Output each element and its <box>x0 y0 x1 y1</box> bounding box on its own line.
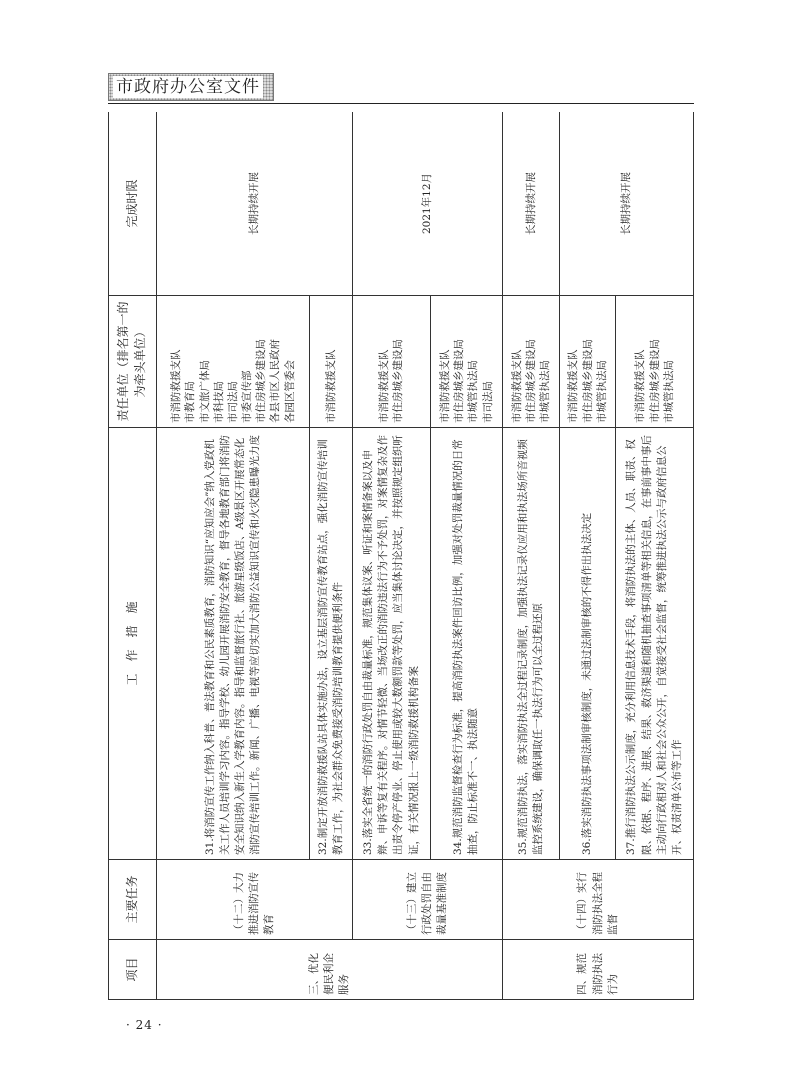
task-table-rotated <box>108 112 694 1000</box>
measure-cell: 37.推行消防执法公示制度，充分利用信息技术手段，将消防执法的主体、人员、职责、权限、依据、程序、进展、结果、救济渠道和随机抽查事项清单等相关信息，在事前事中事后主动向行政相对人和社会公众公开，自觉接受社会监督，统筹推进执法公示与政府信息公开、权责清单公布等工作 <box>616 428 694 860</box>
unit-item: 市消防救援支队 <box>325 349 338 423</box>
table-row <box>503 112 560 1000</box>
unit-item: 市科技局 <box>212 381 225 423</box>
unit-item: 市住房城乡建设局 <box>392 339 405 423</box>
task-cell: （十二）大力推进消防宣传教育 <box>156 860 352 940</box>
table-header-row <box>109 112 157 1000</box>
unit-item: 市消防救援支队 <box>439 349 452 423</box>
unit-item: 市城管执法局 <box>662 360 675 423</box>
unit-item: 市城管执法局 <box>467 360 480 423</box>
task-cell: （十三）建立行政处罚自由裁量基准制度 <box>353 860 503 940</box>
unit-item: 市住房城乡建设局 <box>581 339 594 423</box>
header-rule <box>108 103 694 104</box>
unit-cell <box>430 296 503 428</box>
unit-cell <box>616 296 694 428</box>
task-table <box>108 112 694 1000</box>
measure-cell: 32.制定开放消防救援队站具体实施办法，设立基层消防宣传教育站点，强化消防宣传培训教育工作，为社会群众免费接受消防培训教育提供便利条件 <box>310 428 353 860</box>
page-number: · 24 · <box>126 1018 163 1032</box>
deadline-cell: 长期持续开展 <box>503 112 560 296</box>
measure-cell: 33.落实全省统一的消防行政处罚自由裁量标准，规范集体议案、听证和案情备案以及申辩、申诉等复有关程序。对情节轻微、当场改正的消防违法行为不予处罚，对案情复杂及作出责令停产停业、停止使用或较大数额罚款等处罚，应当集体讨论决定，并按照规定组织听证，有关情况报上一级消防救援机构备案 <box>353 428 431 860</box>
unit-item: 市委宣传部 <box>241 370 254 423</box>
unit-item: 市文旅广体局 <box>198 360 211 423</box>
task-table-frame <box>108 112 694 1000</box>
unit-item: 市教育局 <box>184 381 197 423</box>
unit-cell <box>559 296 616 428</box>
header-project: 项目 <box>109 940 157 1000</box>
unit-item: 市司法局 <box>481 381 494 423</box>
measure-cell: 36.落实消防执法事项法制审核制度，未通过法制审核的不得作出执法决定 <box>559 428 616 860</box>
unit-item: 市消防救援支队 <box>170 349 183 423</box>
measure-cell: 35.规范消防执法，落实消防执法全过程记录制度，加强执法记录仪应用和执法场所音视频监控系统建设，确保调取任一执法行为可以全过程还原 <box>503 428 560 860</box>
unit-item: 市消防救援支队 <box>634 349 647 423</box>
unit-cell <box>156 296 310 428</box>
unit-item: 市司法局 <box>226 381 239 423</box>
table-row <box>353 112 431 1000</box>
unit-item: 市住房城乡建设局 <box>525 339 538 423</box>
unit-item: 市住房城乡建设局 <box>648 339 661 423</box>
project-cell: 三、优化便民利企服务 <box>156 940 503 1000</box>
deadline-cell: 长期持续开展 <box>156 112 352 296</box>
unit-cell <box>310 296 353 428</box>
document-banner <box>108 73 274 101</box>
unit-item: 市消防救援支队 <box>567 349 580 423</box>
table-row <box>156 112 310 1000</box>
banner-title: 市政府办公室文件 <box>113 76 263 98</box>
task-cell: （十四）实行消防执法全程监督 <box>503 860 694 940</box>
unit-item: 市住房城乡建设局 <box>255 339 268 423</box>
measure-cell: 34.规范消防监督检查行为标准，提高消防执法案件回访比例，加强对处罚裁量情况的日常抽查，防止标准不一、执法随意 <box>430 428 503 860</box>
project-cell: 四、规范消防执法行为 <box>503 940 694 1000</box>
header-measures: 工 作 措 施 <box>109 428 157 860</box>
unit-item: 市住房城乡建设局 <box>453 339 466 423</box>
deadline-cell: 长期持续开展 <box>559 112 693 296</box>
unit-item: 市城管执法局 <box>595 360 608 423</box>
unit-cell <box>353 296 431 428</box>
deadline-cell: 2021年12月 <box>353 112 503 296</box>
header-task: 主要任务 <box>109 860 157 940</box>
header-unit: 责任单位（排名第一的为牵头单位） <box>109 296 157 428</box>
unit-item: 市消防救援支队 <box>510 349 523 423</box>
header-deadline: 完成时限 <box>109 112 157 296</box>
measure-cell: 31.将消防宣传工作纳入科普、普法教育和公民素质教育，消防知识“应知应会”纳入党政机关工作人员培训学习内容。指导学校、幼儿园开展消防安全教育，督导各地教育部门将消防安全知识纳入新生入学教育内容。指导和监督旅行社、旅游星级饭店、A级景区开展常态化消防宣传培训工作。新闻、广播、电视等应切实加大消防公益知识宣传和火灾隐患曝光力度 <box>156 428 310 860</box>
unit-item: 市城管执法局 <box>539 360 552 423</box>
unit-item: 市消防救援支队 <box>378 349 391 423</box>
unit-item: 各县市区人民政府 <box>269 339 282 423</box>
unit-item: 各园区管委会 <box>283 360 296 423</box>
unit-cell <box>503 296 560 428</box>
